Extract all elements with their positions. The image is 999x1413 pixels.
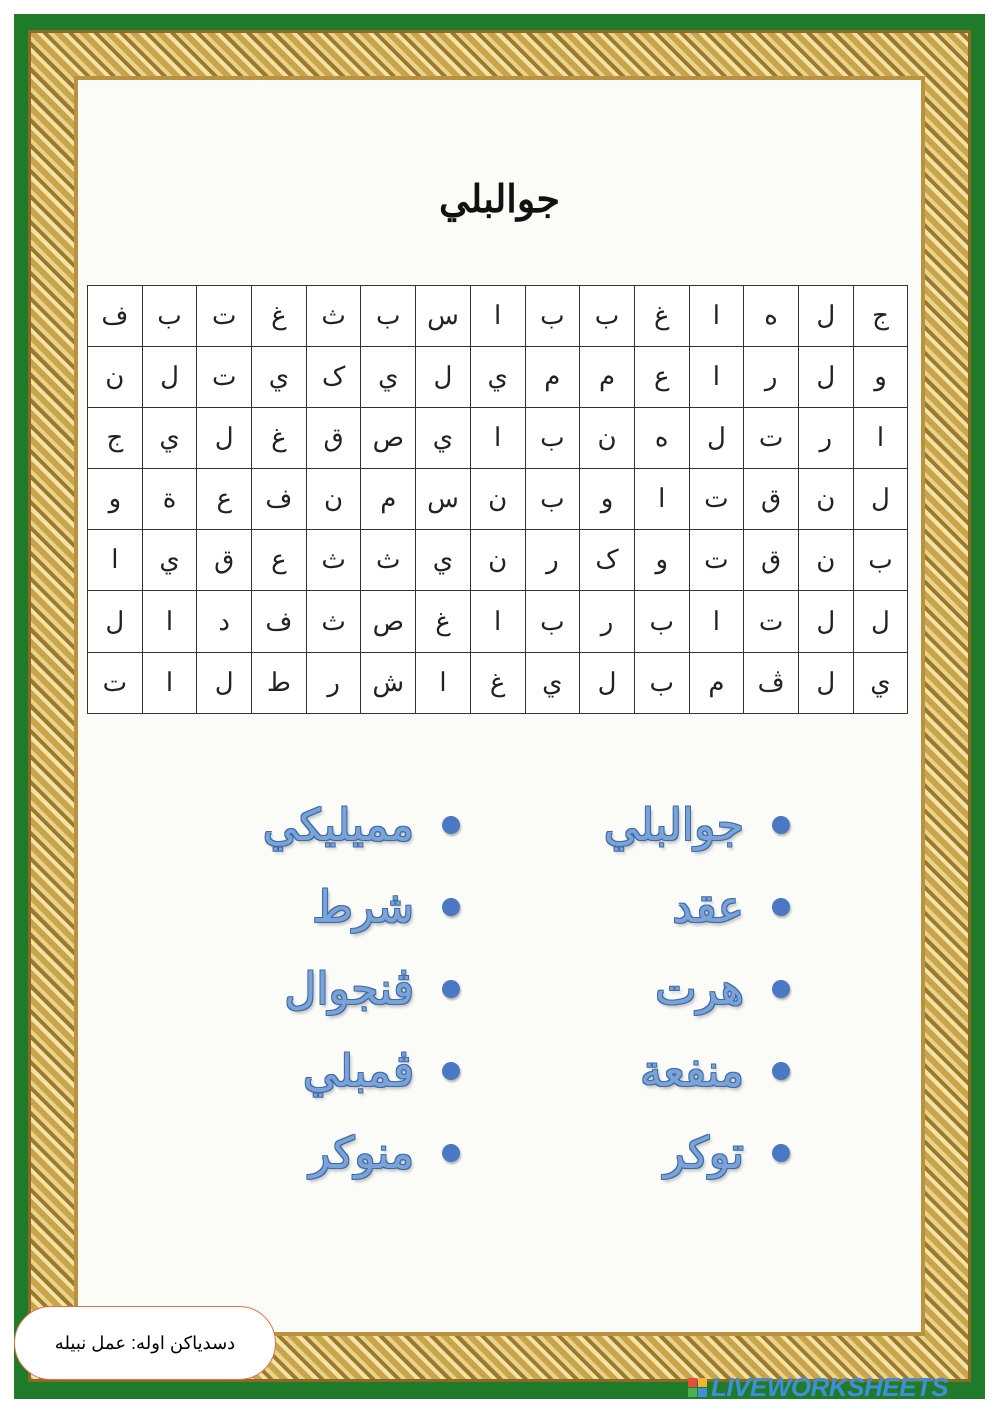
grid-cell[interactable]: ر [744,347,799,408]
grid-cell[interactable]: ت [744,591,799,652]
author-label: دسدياکن اوله: عمل نبيله [54,1332,236,1353]
grid-cell[interactable]: ا [689,347,744,408]
grid-cell[interactable]: ل [197,408,252,469]
grid-cell[interactable]: ي [416,530,471,591]
grid-cell[interactable]: ق [306,408,361,469]
grid-row [88,591,908,652]
grid-cell[interactable]: ت [689,530,744,591]
grid-cell[interactable]: غ [252,408,307,469]
grid-cell[interactable]: ا [142,591,197,652]
grid-cell[interactable]: ف [88,286,143,347]
grid-cell[interactable]: ع [634,347,689,408]
grid-cell[interactable]: ت [744,408,799,469]
grid-cell[interactable]: ن [580,408,635,469]
bullet-icon [772,1062,790,1080]
bullet-icon [442,816,460,834]
word-item [460,790,790,860]
grid-cell[interactable]: ا [416,652,471,713]
grid-cell[interactable]: ل [142,347,197,408]
grid-cell[interactable]: ج [88,408,143,469]
grid-row [88,530,908,591]
grid-cell[interactable]: ر [798,408,853,469]
worksheet-title: جوالبلي [439,176,560,221]
grid-cell[interactable]: ب [634,652,689,713]
grid-cell[interactable]: م [525,347,580,408]
grid-cell[interactable]: ا [689,591,744,652]
grid-row [88,469,908,530]
grid-cell[interactable]: ب [361,286,416,347]
grid-cell[interactable]: غ [252,286,307,347]
grid-cell[interactable]: ص [361,591,416,652]
word-item [460,1036,790,1106]
grid-cell[interactable]: ث [306,286,361,347]
grid-cell[interactable]: ل [798,286,853,347]
word-item [230,872,460,942]
grid-cell[interactable]: ث [361,530,416,591]
bullet-icon [442,898,460,916]
grid-cell[interactable]: ا [853,408,908,469]
grid-cell[interactable]: ق [744,530,799,591]
bullet-icon [442,980,460,998]
grid-cell[interactable]: ک [306,347,361,408]
word-label: مميليکي [262,799,414,851]
grid-cell[interactable]: ا [470,408,525,469]
grid-cell[interactable]: ب [525,591,580,652]
grid-cell[interactable]: و [88,469,143,530]
grid-cell[interactable]: ل [798,652,853,713]
liveworksheets-brand[interactable] [688,1372,948,1402]
grid-cell[interactable]: ا [470,286,525,347]
grid-cell[interactable]: ا [470,591,525,652]
grid-cell[interactable]: ب [525,469,580,530]
grid-cell[interactable]: ر [306,652,361,713]
bullet-icon [772,816,790,834]
grid-cell[interactable]: ي [252,347,307,408]
grid-cell[interactable]: ي [470,347,525,408]
grid-cell[interactable]: و [634,530,689,591]
grid-cell[interactable]: ن [88,347,143,408]
grid-cell[interactable]: ن [798,469,853,530]
grid-cell[interactable]: ج [853,286,908,347]
grid-cell[interactable]: ه [744,286,799,347]
bullet-icon [772,980,790,998]
grid-row [88,286,908,347]
grid-cell[interactable]: ث [306,530,361,591]
grid-cell[interactable]: ي [525,652,580,713]
grid-cell[interactable]: غ [634,286,689,347]
grid-cell[interactable]: ل [798,591,853,652]
grid-cell[interactable]: ت [197,286,252,347]
liveworksheets-logo-icon [688,1378,707,1397]
word-item [460,872,790,942]
grid-cell[interactable]: ف [252,469,307,530]
bullet-icon [772,1144,790,1162]
grid-cell[interactable]: ط [252,652,307,713]
grid-cell[interactable]: ل [88,591,143,652]
word-label: ڤمبلي [303,1045,414,1097]
word-label: عقد [672,881,744,933]
grid-cell[interactable]: ب [853,530,908,591]
grid-cell[interactable]: ا [142,652,197,713]
bullet-icon [442,1062,460,1080]
bullet-icon [772,898,790,916]
grid-cell[interactable]: ت [197,347,252,408]
grid-cell[interactable]: ب [580,286,635,347]
grid-cell[interactable]: ص [361,408,416,469]
grid-cell[interactable]: ا [689,286,744,347]
grid-cell[interactable]: ي [142,408,197,469]
word-item [230,954,460,1024]
grid-cell[interactable]: ه [634,408,689,469]
author-credit [14,1306,276,1380]
grid-cell[interactable]: ة [142,469,197,530]
word-label: منفعة [640,1045,744,1097]
word-item [460,954,790,1024]
grid-cell[interactable]: ل [197,652,252,713]
word-label: شرط [312,881,414,933]
grid-cell[interactable]: ل [798,347,853,408]
word-item [230,1036,460,1106]
word-label: جوالبلي [603,799,744,851]
grid-row [88,652,908,713]
bullet-icon [442,1144,460,1162]
grid-cell[interactable]: ي [853,652,908,713]
grid-row [88,347,908,408]
grid-cell[interactable]: ن [306,469,361,530]
grid-cell[interactable]: غ [416,591,471,652]
grid-cell[interactable]: ق [197,530,252,591]
word-list [230,790,790,1188]
grid-cell[interactable]: ي [416,408,471,469]
grid-cell[interactable]: ر [525,530,580,591]
grid-cell[interactable]: ڤ [744,652,799,713]
grid-row [88,408,908,469]
grid-cell[interactable]: ت [689,469,744,530]
grid-cell[interactable]: س [416,286,471,347]
grid-cell[interactable]: ن [798,530,853,591]
grid-cell[interactable]: ف [252,591,307,652]
grid-cell[interactable]: ش [361,652,416,713]
grid-cell[interactable]: ا [634,469,689,530]
word-item [230,790,460,860]
grid-cell[interactable]: ع [197,469,252,530]
grid-cell[interactable]: و [580,469,635,530]
grid-cell[interactable]: م [689,652,744,713]
grid-cell[interactable]: م [580,347,635,408]
grid-cell[interactable]: س [416,469,471,530]
brand-name: LIVEWORKSHEETS [711,1371,949,1402]
grid-cell[interactable]: ت [88,652,143,713]
word-label: هرت [655,963,744,1015]
grid-cell[interactable]: ل [689,408,744,469]
word-item [230,1118,460,1188]
word-item [460,1118,790,1188]
word-label: ڤنجوال [284,963,414,1015]
word-search-grid [87,285,908,714]
grid-cell[interactable]: ل [416,347,471,408]
grid-cell[interactable]: ل [853,469,908,530]
grid-cell[interactable]: ث [306,591,361,652]
grid-cell[interactable]: ا [88,530,143,591]
grid-cell[interactable]: ن [470,469,525,530]
grid-cell[interactable]: ب [525,286,580,347]
grid-cell[interactable]: ع [252,530,307,591]
grid-cell[interactable]: ب [525,408,580,469]
grid-cell[interactable]: ق [744,469,799,530]
grid-cell[interactable]: ي [142,530,197,591]
grid-cell[interactable]: د [197,591,252,652]
grid-cell[interactable]: ک [580,530,635,591]
grid-cell[interactable]: م [361,469,416,530]
word-label: منوکر [309,1127,414,1179]
grid-cell[interactable]: ب [142,286,197,347]
grid-cell[interactable]: ل [853,591,908,652]
grid-cell[interactable]: ي [361,347,416,408]
grid-cell[interactable]: ب [634,591,689,652]
grid-cell[interactable]: ن [470,530,525,591]
grid-cell[interactable]: ر [580,591,635,652]
grid-cell[interactable]: غ [470,652,525,713]
grid-cell[interactable]: و [853,347,908,408]
word-label: توکر [663,1127,744,1179]
grid-cell[interactable]: ل [580,652,635,713]
